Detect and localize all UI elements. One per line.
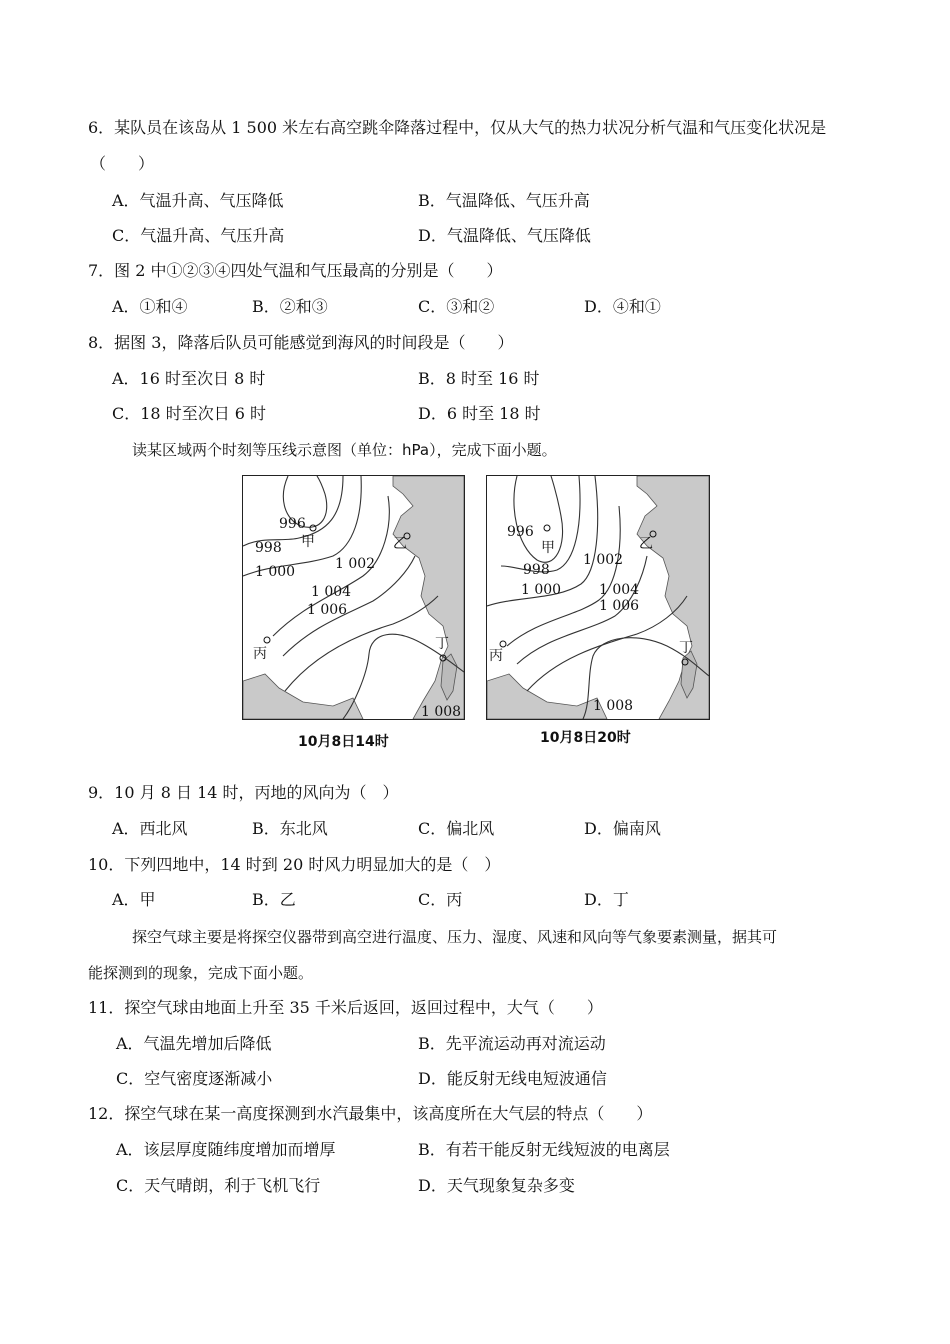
place-ding: 丁 (435, 636, 449, 652)
place-jia: 甲 (541, 540, 555, 556)
label-1000: 1 000 (521, 582, 562, 598)
balloon-intro-line2: 能探测到的现象，完成下面小题。 (88, 964, 314, 982)
label-998: 998 (255, 540, 282, 556)
q10-option-a: A．甲 (112, 890, 156, 909)
q12-option-d: D．天气现象复杂多变 (418, 1176, 575, 1195)
isobar-intro: 读某区域两个时刻等压线示意图（单位：hPa），完成下面小题。 (132, 441, 557, 459)
isobar-map-14h (242, 475, 465, 720)
point-bing (500, 641, 506, 647)
map2-caption: 10月8日20时 (540, 730, 631, 746)
place-ding: 丁 (679, 640, 693, 656)
q11-option-d: D．能反射无线电短波通信 (418, 1069, 607, 1088)
point-jia (544, 525, 550, 531)
q7-option-b: B．②和③ (252, 297, 328, 316)
coast-land-east (637, 476, 709, 719)
label-1004: 1 004 (599, 582, 640, 598)
isobar-998 (243, 476, 343, 546)
label-1008: 1 008 (593, 698, 634, 714)
q9-option-b: B．东北风 (252, 819, 328, 838)
q8-stem: 8．据图 3，降落后队员可能感觉到海风的时间段是（ ） (88, 333, 514, 352)
q12-option-b: B．有若干能反射无线短波的电离层 (418, 1140, 670, 1159)
q8-option-a: A．16 时至次日 8 时 (112, 369, 266, 388)
point-jia (310, 525, 316, 531)
isobar-map-20h (486, 475, 710, 720)
label-996: 996 (507, 524, 534, 540)
q8-option-b: B．8 时至 16 时 (418, 369, 540, 388)
q7-option-c: C．③和② (418, 297, 495, 316)
q9-option-a: A．西北风 (112, 819, 188, 838)
isobar-map-20h-svg (487, 476, 709, 719)
balloon-intro-line1: 探空气球主要是将探空仪器带到高空进行温度、压力、湿度、风速和风向等气象要素测量，据其可 (132, 928, 778, 946)
label-1002: 1 002 (583, 552, 624, 568)
q6-option-a: A．气温升高、气压降低 (112, 191, 284, 210)
q10-stem: 10．下列四地中，14 时到 20 时风力明显加大的是（ ） (88, 855, 501, 874)
label-1008: 1 008 (421, 704, 462, 719)
label-996: 996 (279, 516, 306, 532)
isobar-996 (514, 476, 563, 562)
q7-option-d: D．④和① (584, 297, 661, 316)
q10-option-d: D．丁 (584, 890, 629, 909)
q11-stem: 11．探空气球由地面上升至 35 千米后返回，返回过程中，大气（ ） (88, 998, 603, 1017)
q6-option-d: D．气温降低、气压降低 (418, 226, 591, 245)
place-jia: 甲 (301, 534, 315, 550)
q12-option-a: A．该层厚度随纬度增加而增厚 (116, 1140, 336, 1159)
q11-option-a: A．气温先增加后降低 (116, 1034, 272, 1053)
place-yi: 乙 (393, 536, 407, 552)
q7-option-a: A．①和④ (112, 297, 188, 316)
label-1006: 1 006 (307, 602, 348, 618)
label-998: 998 (523, 562, 550, 578)
isobar-labels-20h (507, 524, 639, 714)
label-1004: 1 004 (311, 584, 352, 600)
q8-option-c: C．18 时至次日 6 时 (112, 404, 267, 423)
isobar-map-14h-svg (243, 476, 464, 719)
map1-caption: 10月8日14时 (298, 734, 389, 750)
q6-option-c: C．气温升高、气压升高 (112, 226, 285, 245)
q6-stem: 6．某队员在该岛从 1 500 米左右高空跳伞降落过程中，仅从大气的热力状况分析气温和气压变化状况是 (88, 118, 827, 137)
place-yi: 乙 (639, 536, 653, 552)
q6-stem-bracket: （ ） (90, 154, 155, 173)
q10-option-b: B．乙 (252, 890, 296, 909)
q9-option-d: D．偏南风 (584, 819, 661, 838)
label-1006: 1 006 (599, 598, 640, 614)
q9-stem: 9．10 月 8 日 14 时，丙地的风向为（ ） (88, 783, 399, 802)
q9-option-c: C．偏北风 (418, 819, 495, 838)
label-1002: 1 002 (335, 556, 376, 572)
q12-option-c: C．天气晴朗，利于飞机飞行 (116, 1176, 321, 1195)
q7-stem: 7．图 2 中①②③④四处气温和气压最高的分别是（ ） (88, 261, 503, 280)
place-bing: 丙 (253, 646, 267, 662)
q8-option-d: D．6 时至 18 时 (418, 404, 541, 423)
point-bing (264, 637, 270, 643)
q6-option-b: B．气温降低、气压升高 (418, 191, 590, 210)
q12-stem: 12．探空气球在某一高度探测到水汽最集中，该高度所在大气层的特点（ ） (88, 1104, 653, 1123)
coast-land-south (243, 674, 363, 719)
place-bing: 丙 (489, 648, 503, 664)
q11-option-c: C．空气密度逐渐减小 (116, 1069, 273, 1088)
q10-option-c: C．丙 (418, 890, 463, 909)
label-1000: 1 000 (255, 564, 296, 580)
q11-option-b: B．先平流运动再对流运动 (418, 1034, 606, 1053)
